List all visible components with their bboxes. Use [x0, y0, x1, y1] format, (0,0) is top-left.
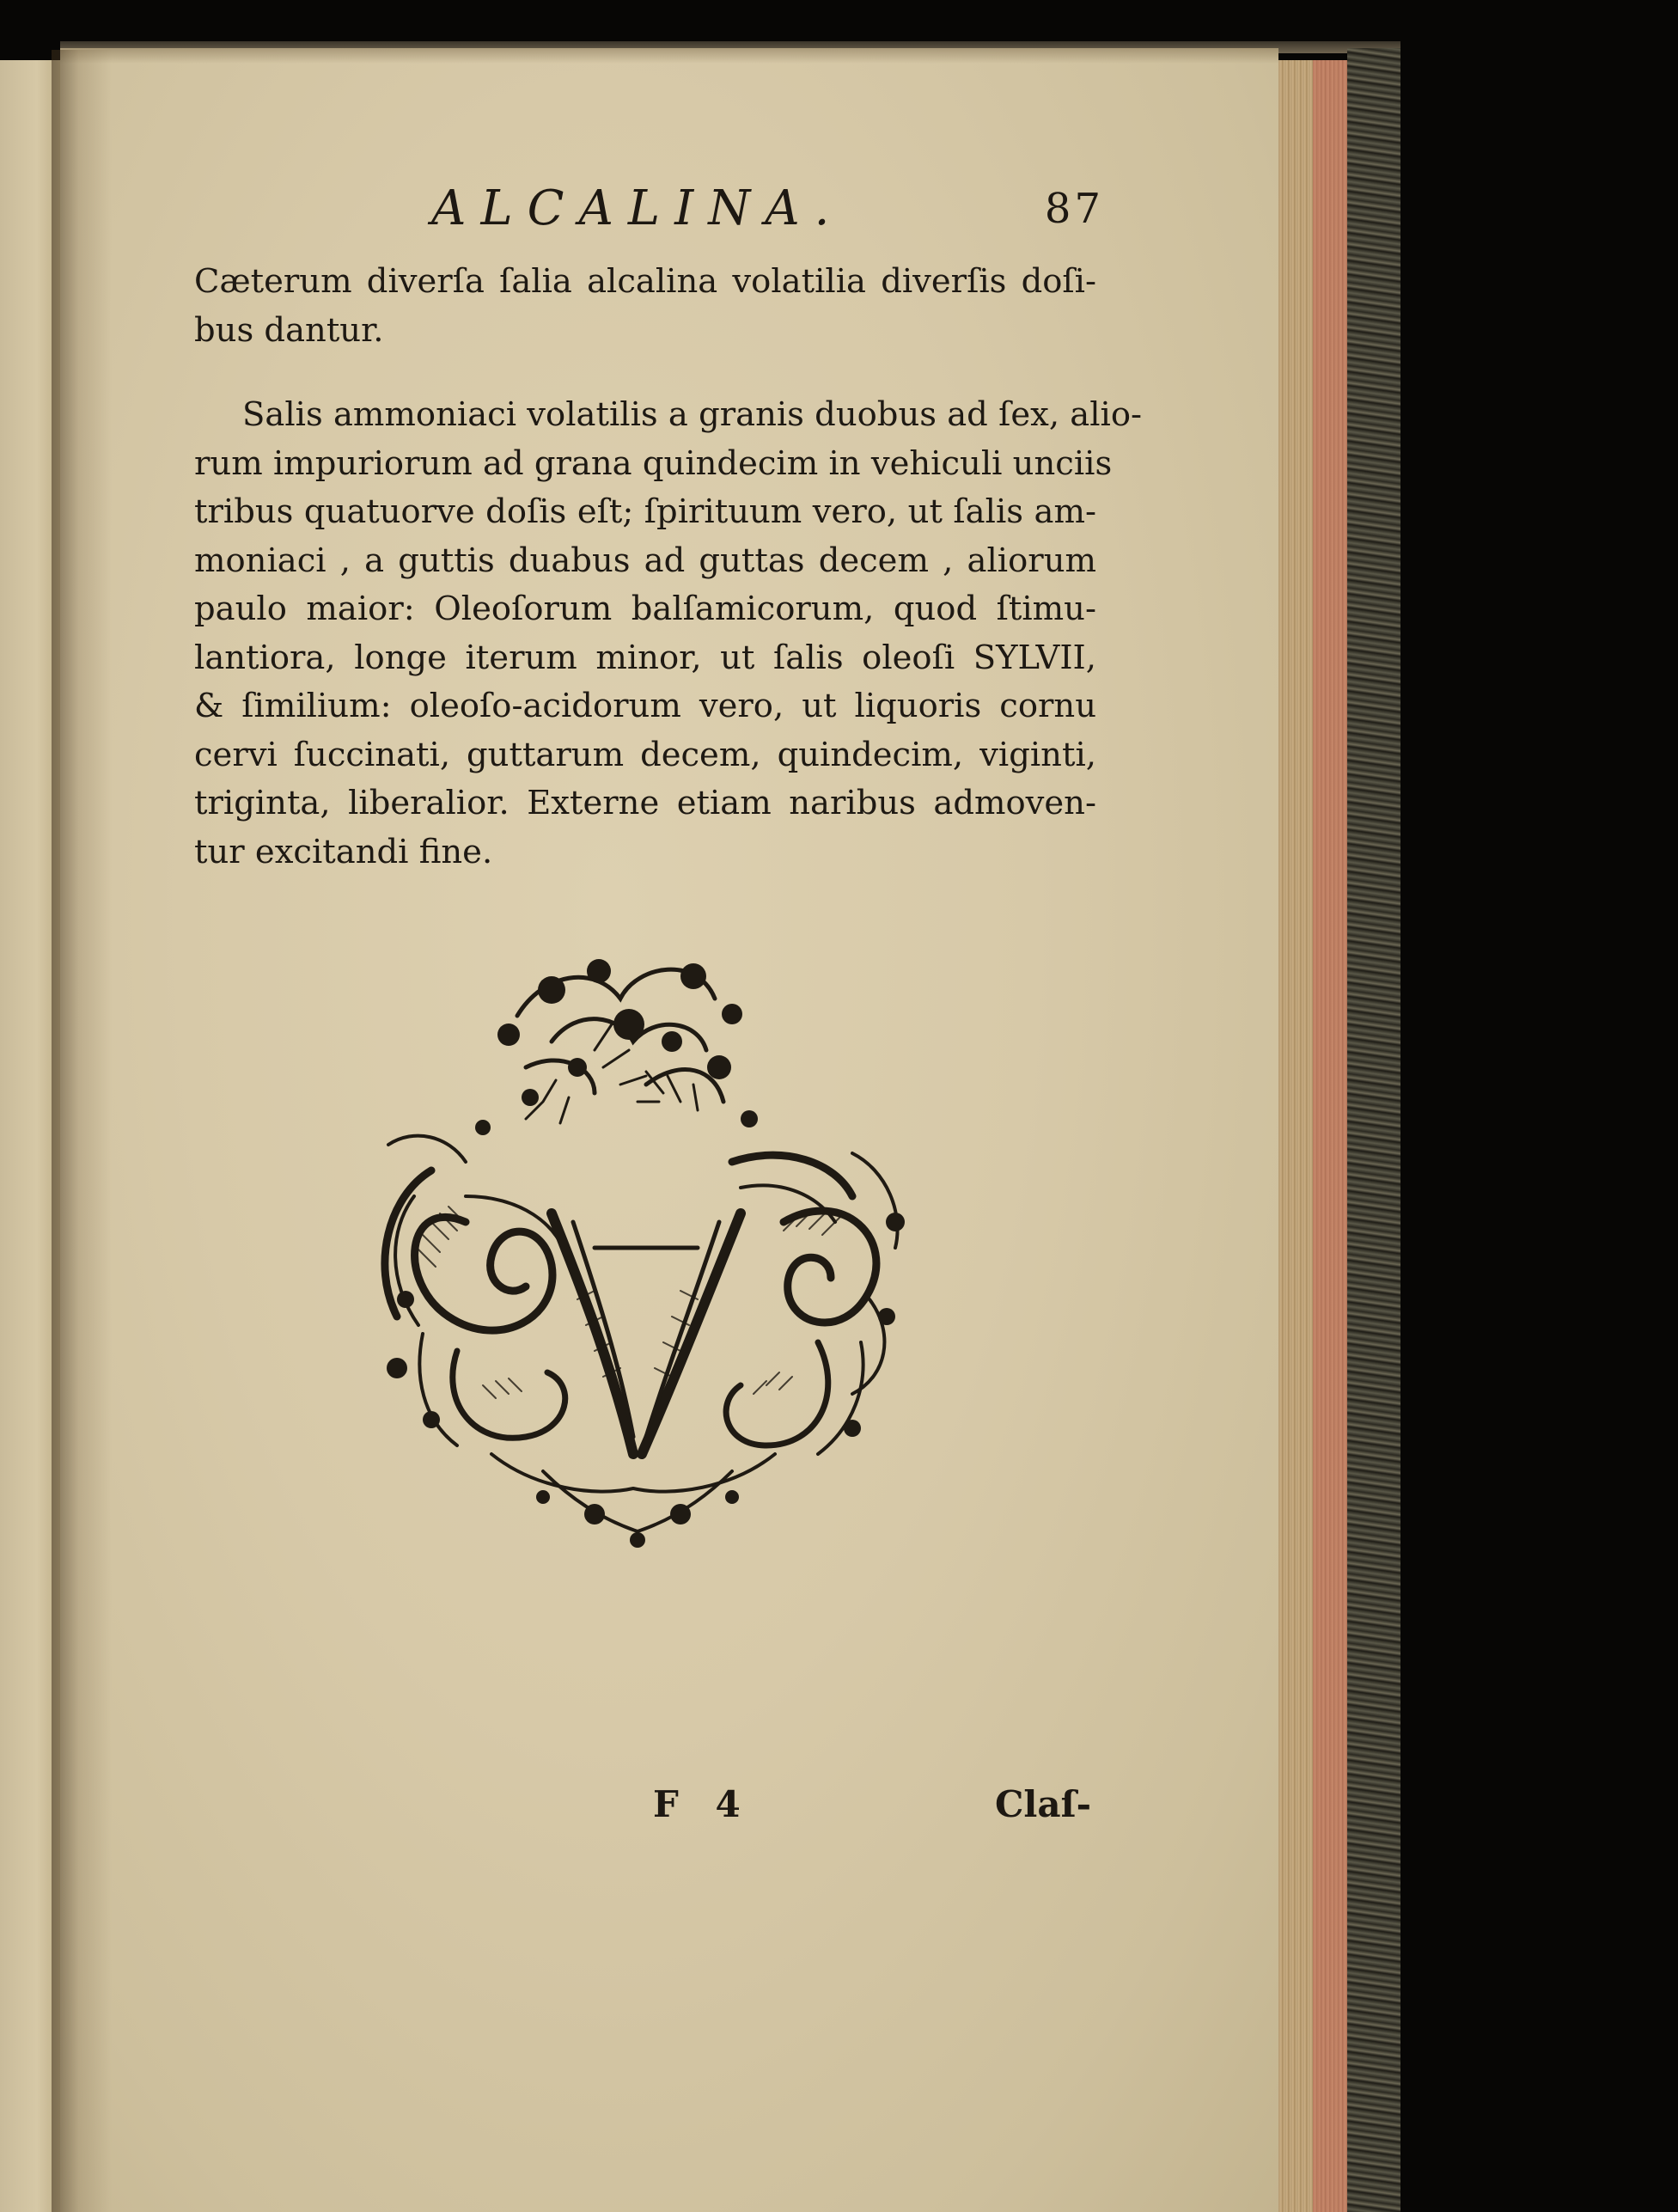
text-line: & ſimilium: oleoſo-acidorum vero, ut liquoris cornu — [194, 687, 1096, 725]
text-line: triginta, liberalior. Externe etiam naribus admoven- — [194, 784, 1096, 822]
text-line: Salis ammoniaci volatilis a granis duobus ad ſex, alio- — [242, 395, 1143, 434]
text-line: tribus quatuorve doſis eſt; ſpirituum vero, ut ſalis am- — [194, 492, 1096, 531]
running-head: ALCALINA. — [431, 180, 845, 236]
page-block-edges — [1278, 60, 1347, 2212]
text-line: Cæterum diverſa ſalia alcalina volatilia diverſis doſi- — [194, 262, 1096, 301]
page-header — [172, 179, 1104, 239]
paragraph-1 — [194, 258, 1096, 355]
gutter-shadow — [52, 50, 112, 2212]
paragraph-2 — [194, 391, 1143, 877]
woodcut-tailpiece-ornament — [337, 938, 930, 1550]
marbled-cover — [1347, 48, 1400, 2212]
page-number: 87 — [1044, 185, 1104, 233]
text-line: paulo maior: Oleoſorum balſamicorum, quod ſtimu- — [194, 590, 1096, 628]
catchword: Claſ- — [995, 1783, 1092, 1825]
text-line: cervi ſuccinati, guttarum decem, quindecim, viginti, — [194, 735, 1096, 774]
text-line: tur excitandi fine. — [194, 832, 493, 871]
signature-mark: F 4 — [653, 1783, 753, 1825]
text-line: moniaci , a guttis duabus ad guttas decem , aliorum — [194, 541, 1096, 580]
text-line: lantiora, longe iterum minor, ut ſalis oleoſi SYLVII, — [194, 638, 1096, 677]
text-line: rum impuriorum ad grana quindecim in vehiculi unciis — [194, 443, 1113, 483]
text-line: bus dantur. — [194, 310, 384, 350]
